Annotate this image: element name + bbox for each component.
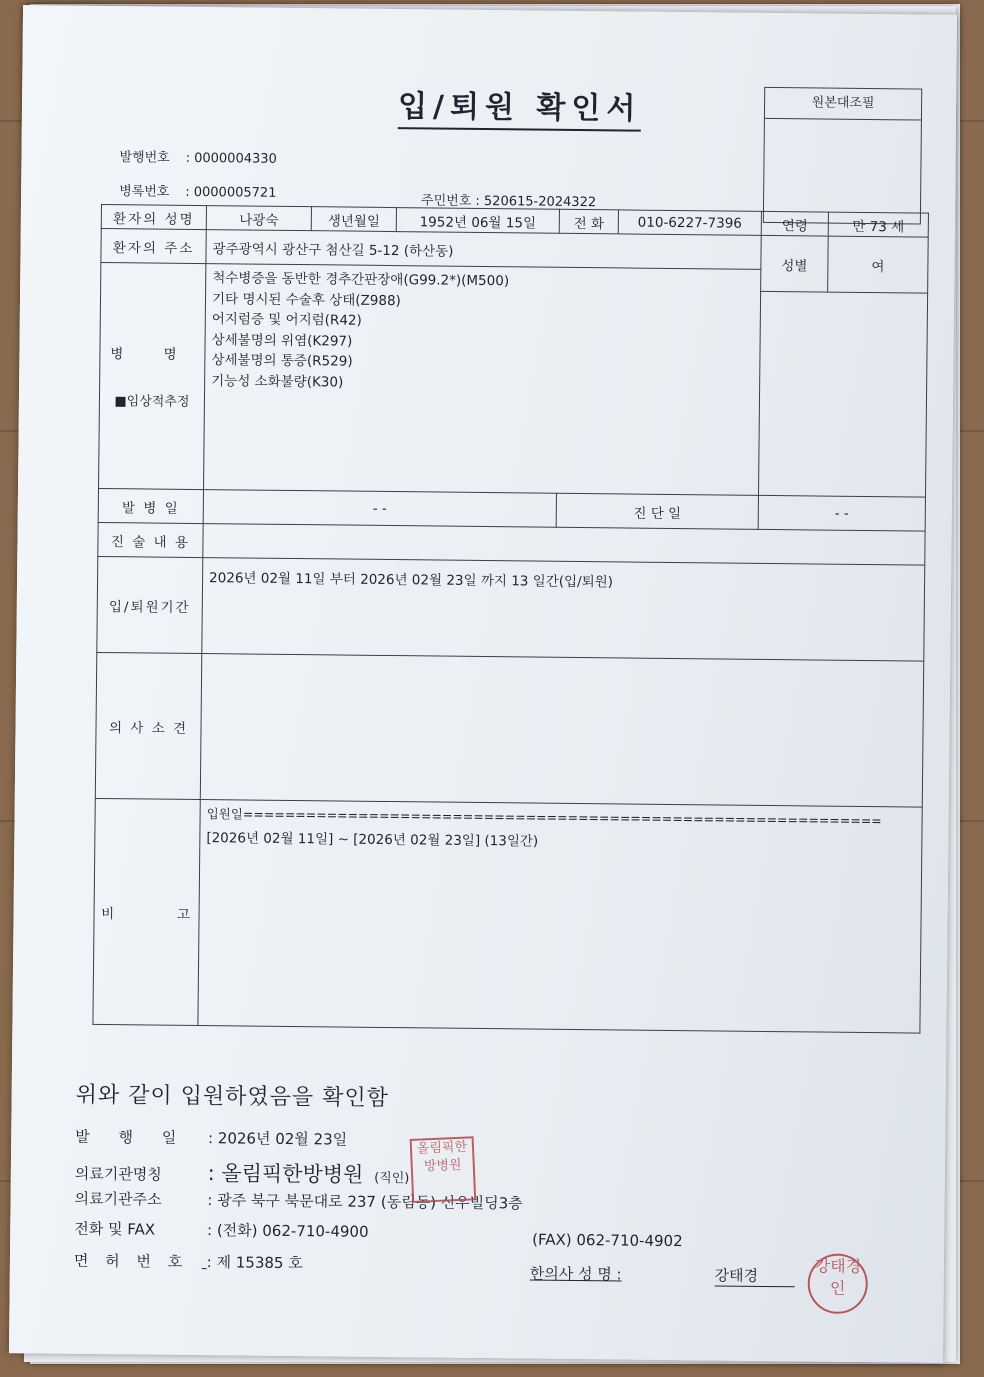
- institution-row: [75, 1156, 410, 1190]
- birth-label: 생년월일: [311, 207, 396, 232]
- opinion-value: [200, 654, 923, 808]
- sex-label: 성별: [761, 235, 829, 292]
- remarks-cell: [198, 800, 922, 1034]
- remarks-label-cell: [93, 798, 200, 1025]
- institution-address-label: 의료기관주소: [74, 1189, 162, 1209]
- doctor-name: 강태경: [714, 1264, 794, 1287]
- diagnosis-date-label: 진 단 일: [556, 493, 758, 529]
- certificate-table: [92, 204, 929, 1034]
- original-verified-label: 원본대조필: [765, 88, 921, 121]
- period-value: 2026년 02월 11일 부터 2026년 02월 23일 까지 13 일간(입/퇴원): [209, 570, 614, 591]
- remarks-line-2: [2026년 02월 11일] ~ [2026년 02월 23일] (13일간): [206, 830, 539, 850]
- patient-name-label: 환자의 성명: [101, 204, 206, 229]
- remarks-label-b: 고: [176, 906, 192, 923]
- diagnosis-item: 상세불명의 통증(R529): [211, 352, 353, 370]
- remarks-label-a: 비: [101, 905, 117, 922]
- address-label: 환자의 주소: [101, 228, 206, 263]
- doctor-row: [530, 1263, 795, 1288]
- contact-row: [74, 1218, 369, 1242]
- record-number-label: 병록번호: [119, 184, 170, 200]
- resident-number-value: : 520615-2024322: [475, 193, 597, 211]
- remarks-line-1: 입원일=============================================================: [206, 806, 882, 829]
- sex-value: 여: [828, 236, 929, 293]
- diagnosis-label-cell: [99, 262, 206, 489]
- diagnosis-date-value: - -: [758, 495, 925, 531]
- resident-number-label: 주민번호: [420, 193, 472, 209]
- diagnosis-label: 병 명: [110, 346, 195, 363]
- institution-seal-note: (직인): [374, 1170, 410, 1187]
- issue-date-value: : 2026년 02월 23일: [207, 1129, 348, 1149]
- record-number: [119, 180, 277, 201]
- patient-name: 나광숙: [206, 206, 311, 231]
- diagnosis-item: 기타 명시된 수술후 상태(Z988): [211, 290, 401, 309]
- confirmation-statement: 위와 같이 입원하였음을 확인함: [75, 1082, 390, 1112]
- issue-date-row: [75, 1126, 347, 1150]
- license-row: [74, 1250, 383, 1274]
- certificate-sheet: [9, 5, 957, 1363]
- issue-number: [119, 146, 277, 167]
- document-title: 입/퇴원 확인서: [398, 81, 642, 132]
- institution-label: 의료기관명칭: [74, 1164, 162, 1184]
- institution-name: : 올림픽한방병원: [207, 1161, 364, 1187]
- phone-number: 010-6227-7396: [618, 210, 761, 235]
- patient-address: 광주광역시 광산구 첨산길 5-12 (하산동): [206, 230, 761, 270]
- diagnosis-item: 척수병증을 동반한 경추간판장애(G99.2*)(M500): [212, 270, 510, 290]
- issue-date-label: 발 행 일: [75, 1127, 189, 1147]
- fax-value: (FAX) 062-710-4902: [532, 1230, 683, 1251]
- period-label: 입/퇴원기간: [97, 556, 203, 653]
- diagnosis-list: [204, 264, 761, 496]
- phone-label: 전 화: [559, 209, 618, 234]
- onset-value: - -: [203, 490, 556, 528]
- age-value: 만 73 세: [828, 212, 928, 237]
- license-label: 면 허 번 호: [73, 1251, 189, 1271]
- opinion-label: 의 사 소 견: [95, 652, 202, 799]
- birth-date: 1952년 06월 15일: [396, 208, 559, 234]
- clinical-estimate-label: ■임상적추정: [114, 394, 190, 410]
- record-number-value: : 0000005721: [185, 184, 277, 201]
- institution-address: : 광주 북구 북문대로 237 (동림동) 신우빌딩3층: [207, 1191, 523, 1213]
- diagnosis-item: 기능성 소화불량(K30): [211, 372, 344, 391]
- onset-label: 발 병 일: [98, 488, 203, 523]
- diagnosis-item: 상세불명의 위염(K297): [211, 331, 353, 350]
- diagnosis-blank: [758, 291, 927, 497]
- statement-label: 진 술 내 용: [98, 522, 203, 557]
- period-cell: [202, 558, 925, 662]
- age-label: 연령: [761, 211, 828, 236]
- doctor-label: 한의사 성 명 :: [529, 1264, 622, 1284]
- license-value: : 제 15385 호: [206, 1253, 303, 1273]
- hospital-seal: 올림픽한방병원: [410, 1136, 477, 1203]
- issue-number-value: : 0000004330: [185, 150, 277, 167]
- contact-label: 전화 및 FAX: [74, 1219, 156, 1239]
- original-verified-box: [763, 87, 922, 225]
- issue-number-label: 발행번호: [119, 150, 170, 166]
- phone-value: : (전화) 062-710-4900: [206, 1221, 369, 1241]
- doctor-seal: 강태경인: [807, 1253, 868, 1314]
- diagnosis-item: 어지럼증 및 어지럼(R42): [211, 311, 362, 329]
